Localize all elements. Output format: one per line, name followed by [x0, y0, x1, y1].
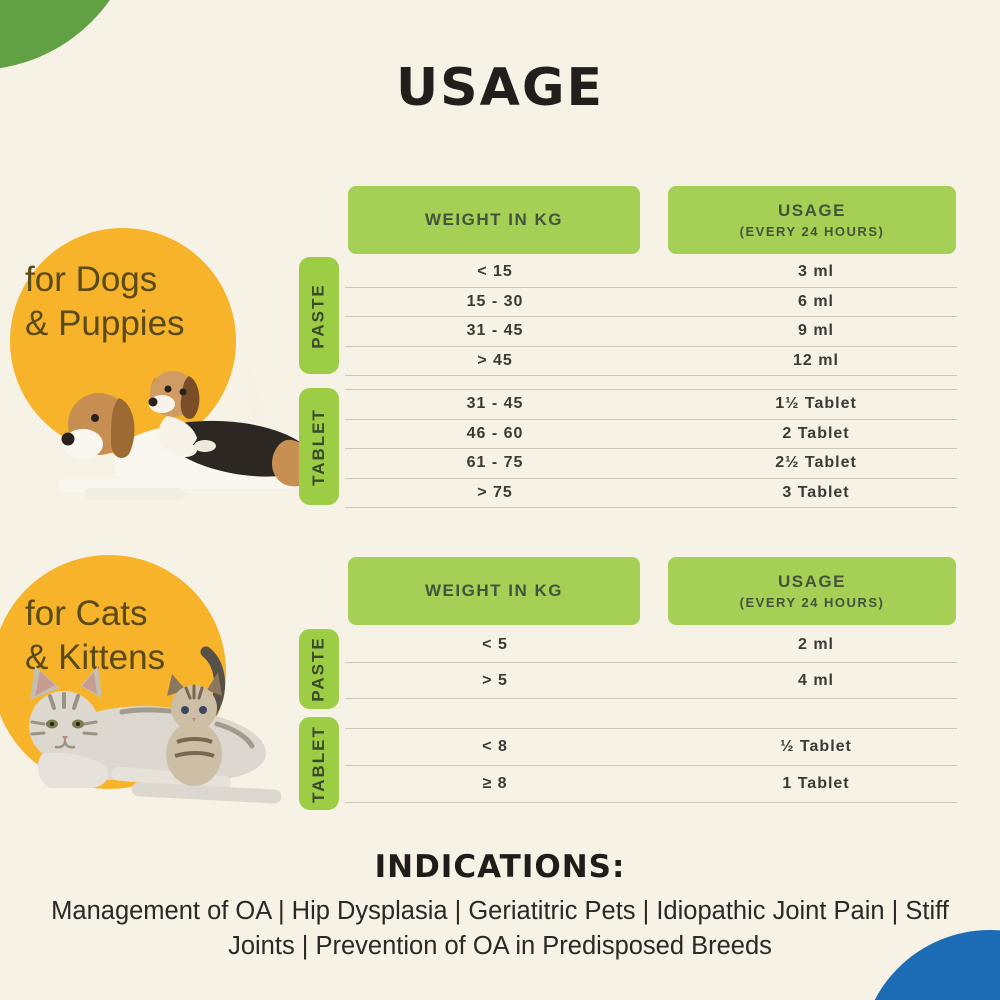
page-title: USAGE — [395, 58, 605, 118]
usage-value: 1½ Tablet — [775, 395, 857, 413]
indications-text: Management of OA | Hip Dysplasia | Geriatitric Pets | Idiopathic Joint Pain | Stiff Joints | Prevention of OA in Predisposed Breeds — [51, 897, 949, 960]
cats-paste-rows — [345, 627, 957, 699]
cats-weight-header — [348, 557, 640, 625]
table-row — [345, 420, 957, 450]
weight-value: 31 - 45 — [466, 322, 524, 340]
cats-tablet-rows — [345, 728, 957, 803]
usage-value: 6 ml — [797, 292, 834, 310]
usage-value: 3 ml — [797, 263, 834, 281]
dogs-paste-tab — [299, 257, 339, 374]
dogs-usage-header-line2: (EVERY 24 HOURS) — [739, 224, 885, 239]
indications-heading: INDICATIONS: — [374, 849, 626, 885]
weight-value: > 75 — [477, 483, 513, 501]
cats-paste-tab-label: PASTE — [309, 636, 329, 702]
usage-value: 1 Tablet — [782, 775, 850, 792]
weight-value: < 15 — [477, 263, 513, 281]
table-row — [345, 627, 957, 663]
weight-value: 15 - 30 — [466, 292, 524, 310]
weight-value: 61 - 75 — [466, 454, 524, 472]
table-row — [345, 766, 957, 803]
usage-value: 9 ml — [797, 322, 834, 340]
dogs-weight-header — [348, 186, 640, 254]
usage-value: ½ Tablet — [780, 738, 852, 755]
dogs-label-line1: for Dogs — [25, 260, 158, 299]
table-row — [345, 390, 957, 420]
cats-usage-header-line2: (EVERY 24 HOURS) — [739, 595, 885, 610]
table-row — [345, 479, 957, 509]
cats-tablet-tab — [299, 717, 339, 810]
weight-value: > 5 — [482, 671, 508, 689]
usage-value: 12 ml — [793, 351, 839, 369]
table-row — [345, 729, 957, 766]
cats-label-line1: for Cats — [25, 594, 148, 633]
weight-value: ≥ 8 — [482, 775, 508, 792]
dogs-weight-header-text: WEIGHT IN KG — [425, 210, 563, 229]
weight-value: > 45 — [477, 351, 513, 369]
dogs-tablet-tab-label: TABLET — [309, 407, 329, 486]
table-row — [345, 258, 957, 288]
weight-value: < 8 — [482, 738, 508, 755]
dogs-label — [25, 258, 185, 346]
table-row — [345, 347, 957, 377]
cats-usage-header-line1: USAGE — [778, 572, 846, 591]
dogs-paste-rows — [345, 258, 957, 376]
cats-weight-header-text: WEIGHT IN KG — [425, 581, 563, 600]
weight-value: 46 - 60 — [466, 424, 524, 442]
weight-value: 31 - 45 — [466, 395, 524, 413]
dogs-paste-tab-label: PASTE — [309, 282, 329, 349]
cats-paste-tab — [299, 629, 339, 709]
beagle-and-puppy-photo — [55, 360, 340, 510]
usage-value: 3 Tablet — [782, 483, 850, 501]
dogs-usage-header — [668, 186, 956, 254]
usage-value: 2 ml — [797, 635, 834, 653]
weight-value: < 5 — [482, 635, 508, 653]
table-row — [345, 449, 957, 479]
cats-label-line2: & Kittens — [25, 638, 166, 678]
dogs-tablet-rows — [345, 389, 957, 508]
table-row — [345, 663, 957, 699]
cats-tablet-tab-label: TABLET — [309, 724, 329, 803]
table-row — [345, 288, 957, 318]
table-row — [345, 317, 957, 347]
dogs-label-line2: & Puppies — [25, 304, 185, 344]
dogs-tablet-tab — [299, 388, 339, 505]
usage-value: 2½ Tablet — [775, 454, 857, 472]
usage-value: 2 Tablet — [782, 424, 850, 442]
cats-usage-header — [668, 557, 956, 625]
usage-value: 4 ml — [797, 671, 834, 689]
cat-and-kitten-photo — [2, 638, 302, 810]
dogs-usage-header-line1: USAGE — [778, 201, 846, 220]
